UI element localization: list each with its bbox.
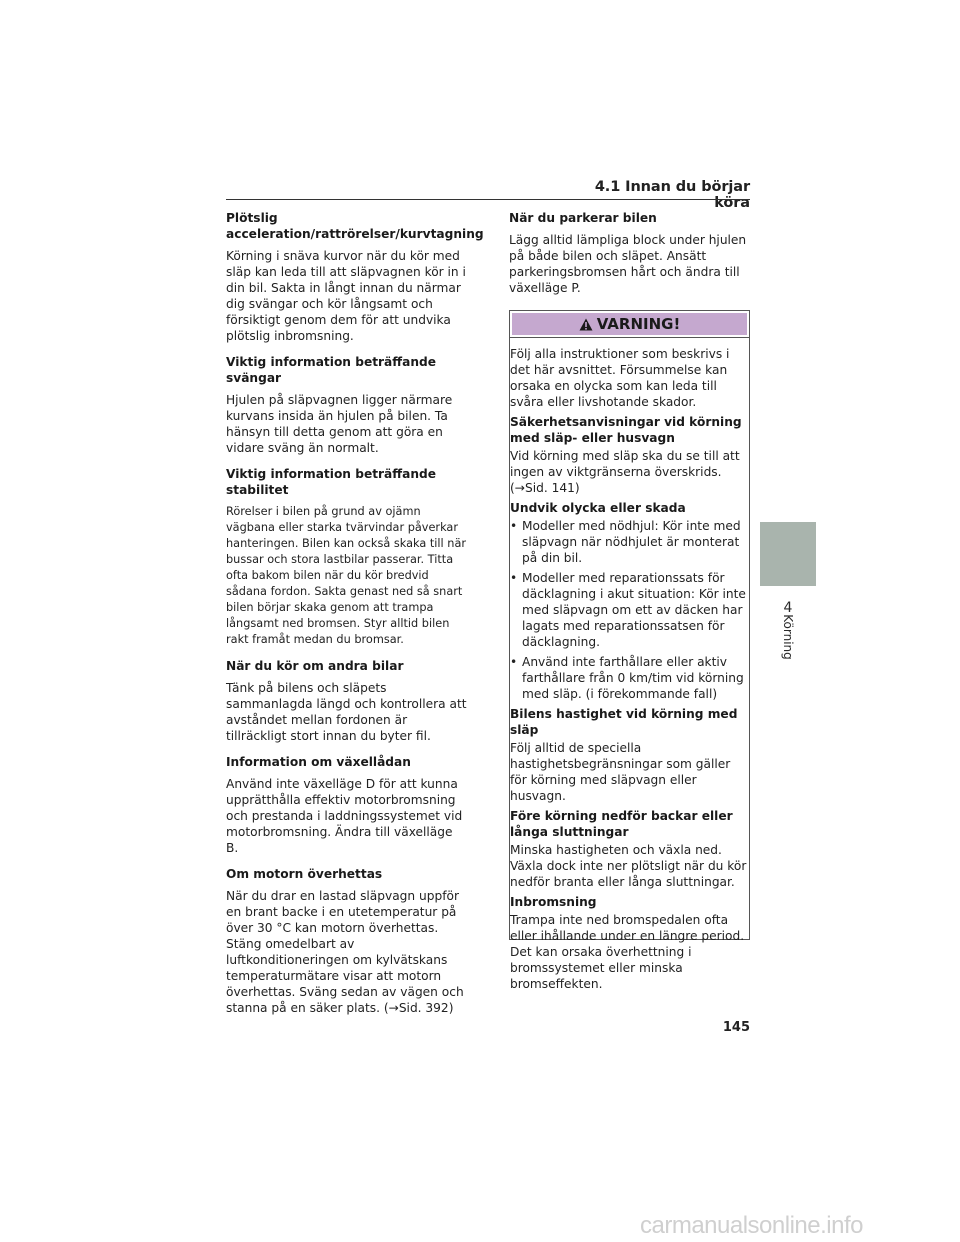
chapter-label: Körning	[781, 614, 795, 660]
paragraph-sudden-acceleration: Körning i snäva kurvor när du kör med släp kan leda till att släpvagnen kör in i din bil. Sakta in långt innan du närmar dig svängar och kör långsamt och försiktigt genom dem för att undvika plötslig inbromsning.	[226, 249, 466, 343]
paragraph-parking: Lägg alltid lämpliga block under hjulen på både bilen och släpet. Ansätt parkeringsbromsen hårt och ändra till växelläge P.	[509, 233, 747, 295]
heading-stability: Viktig information beträffande stabilitet	[226, 467, 437, 497]
watermark: carmanualsonline.info	[640, 1212, 863, 1239]
warning-intro: Följ alla instruktioner som beskrivs i det här avsnittet. Försummelse kan orsaka en olycka som kan leda till svåra eller livshotande skador.	[510, 347, 730, 409]
heading-overheating: Om motorn överhettas	[226, 867, 383, 881]
heading-transmission: Information om växellådan	[226, 755, 411, 769]
paragraph-overtaking: Tänk på bilens och släpets sammanlagda längd och kontrollera att avståndet mellan fordonen är tillräckligt stort innan du byter fil.	[226, 681, 467, 743]
bullet-symbol: •	[510, 571, 518, 585]
warning-paragraph-downhill: Minska hastigheten och växla ned. Växla dock inte ner plötsligt när du kör nedför branta eller långa sluttningar.	[510, 843, 747, 889]
paragraph-overheating: När du drar en lastad släpvagn uppför en brant backe i en utetemperatur på över 30 °C kan motorn överhettas. Stäng omedelbart av luftkonditioneringen om kylvätskans temperaturmätare visar att motorn överhettas. Sväng sedan av vägen och stanna på en säker plats. (→Sid. 392)	[226, 889, 464, 1015]
warning-title: VARNING!	[596, 315, 681, 333]
heading-overtaking: När du kör om andra bilar	[226, 659, 404, 673]
warning-bullet-item	[510, 518, 749, 566]
warning-paragraph-safety: Vid körning med släp ska du se till att ingen av viktgränserna överskrids. (→Sid. 141)	[510, 449, 740, 495]
bullet-text: Modeller med reparationssats för däcklagning i akut situation: Kör inte med släpvagn om ett av däcken har lagats med reparationssatsen för däcklagning.	[522, 571, 746, 649]
right-column	[509, 210, 751, 306]
header-rule	[226, 199, 750, 200]
heading-sudden-acceleration: Plötslig acceleration/rattrörelser/kurvtagning	[226, 211, 484, 241]
warning-box	[509, 310, 750, 991]
chapter-tab	[760, 522, 816, 586]
page-number: 145	[722, 1020, 750, 1035]
heading-turns: Viktig information beträffande svängar	[226, 355, 437, 385]
warning-bullet-item	[510, 654, 749, 702]
warning-header	[512, 313, 747, 335]
heading-parking: När du parkerar bilen	[509, 211, 657, 225]
section-header: 4.1 Innan du börjar köra	[594, 179, 750, 211]
warning-heading-speed: Bilens hastighet vid körning med släp	[510, 707, 738, 737]
paragraph-transmission: Använd inte växelläge D för att kunna upprätthålla effektiv motorbromsning och prestanda i laddningssystemet vid motorbromsning. Ändra till växelläge B.	[226, 777, 463, 855]
chapter-number: 4	[783, 600, 793, 616]
bullet-text: Modeller med nödhjul: Kör inte med släpvagn när nödhjulet är monterat på din bil.	[522, 519, 741, 565]
left-column	[226, 210, 484, 1026]
warning-heading-braking: Inbromsning	[510, 895, 597, 909]
warning-bullet-item	[510, 570, 749, 650]
warning-paragraph-speed: Följ alltid de speciella hastighetsbegränsningar som gäller för körning med släpvagn eller husvagn.	[510, 741, 731, 803]
paragraph-turns: Hjulen på släpvagnen ligger närmare kurvans insida än hjulen på bilen. Ta hänsyn till detta genom att göra en vidare sväng än normalt.	[226, 393, 453, 455]
warning-heading-downhill: Före körning nedför backar eller långa sluttningar	[510, 809, 733, 839]
warning-body	[510, 338, 749, 992]
warning-heading-safety: Säkerhetsanvisningar vid körning med släp- eller husvagn	[510, 415, 742, 445]
bullet-symbol: •	[510, 519, 518, 533]
warning-triangle-icon	[579, 318, 593, 331]
bullet-symbol: •	[510, 655, 518, 669]
bullet-text: Använd inte farthållare eller aktiv farthållare från 0 km/tim vid körning med släp. (i förekommande fall)	[522, 655, 744, 701]
paragraph-stability: Rörelser i bilen på grund av ojämn vägbana eller starka tvärvindar påverkar hanteringen. Bilen kan också skaka till när bussar och stora lastbilar passerar. Titta ofta bakom bilen när du kör bredvid sådana fordon. Sakta genast ned så snart bilen börjar skaka genom att trampa långsamt ned bromsen. Styr alltid bilen rakt framåt medan du bromsar.	[226, 505, 467, 646]
warning-heading-avoid: Undvik olycka eller skada	[510, 501, 686, 515]
warning-paragraph-braking: Trampa inte ned bromspedalen ofta eller ihållande under en längre period. Det kan orsaka överhettning i bromssystemet eller minska bromseffekten.	[510, 913, 745, 991]
